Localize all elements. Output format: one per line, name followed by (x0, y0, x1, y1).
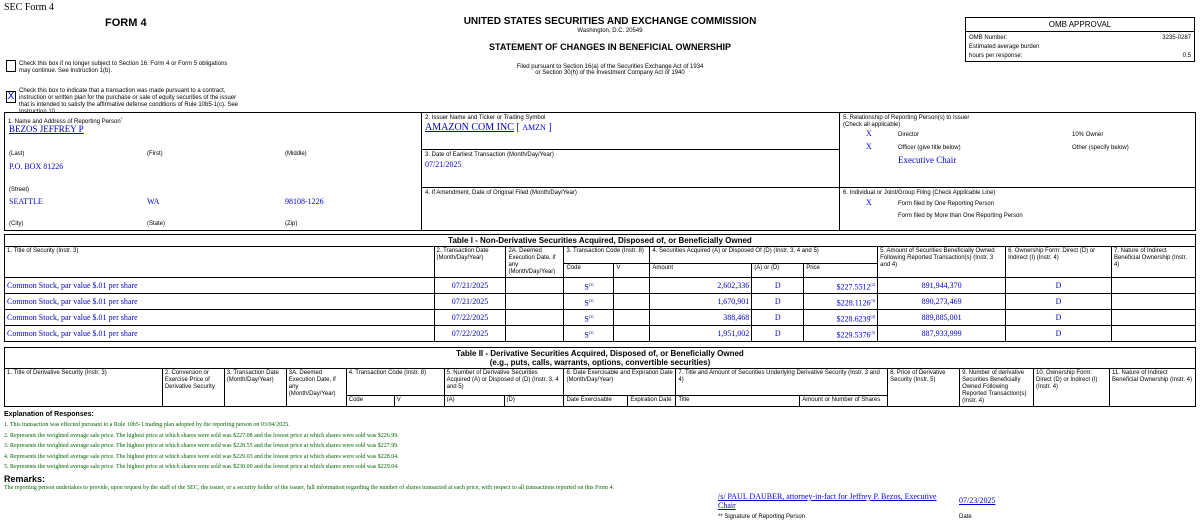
box4-label: 4. If Amendment, Date of Original Filed (Month/Day/Year) (425, 190, 577, 196)
statement-title: STATEMENT OF CHANGES IN BENEFICIAL OWNERSHIP (488, 42, 731, 52)
price-footnote: (4) (870, 313, 876, 319)
t2-h-owned: 9. Number of derivative Securities Beneficially Owned Following Reported Transaction(s) (Instr. 4) (960, 369, 1034, 407)
code-footnote: (1) (588, 329, 594, 335)
table2-title-line1: Table II - Derivative Securities Acquired, Disposed of, or Beneficially Owned (456, 349, 744, 358)
street-label: (Street) (9, 187, 30, 193)
share-amount: 1,951,002 (650, 326, 752, 342)
acquired-disposed: D (752, 278, 804, 294)
share-amount: 1,670,901 (650, 294, 752, 310)
shares-owned: 891,944,370 (878, 278, 1006, 294)
ownership-form: D (1006, 310, 1112, 326)
t1-h-date: 2. Transaction Date (Month/Day/Year) (434, 247, 506, 278)
shares-owned: 890,273,469 (878, 294, 1006, 310)
t2-sub-title: Title (676, 395, 800, 406)
footnote-5: 5. Represents the weighted average sale price. The highest price at which shares were sold was $230.00 and the lowest price at which shares were sold was $229.04. (4, 464, 399, 470)
ticker-symbol: AMZN (522, 123, 546, 132)
footnote-4: 4. Represents the weighted average sale price. The highest price at which shares were sold was $229.03 and the lowest price at which shares were sold was $228.04. (4, 453, 399, 460)
t1-h-code: 3. Transaction Code (Instr. 8) (564, 247, 650, 264)
table-row (5, 278, 1196, 294)
t1-h-acquired: 4. Securities Acquired (A) or Disposed Of (D) (Instr. 3, 4 and 5) (650, 247, 878, 264)
code-v (614, 310, 650, 326)
t2-sub-d: (D) (504, 395, 564, 406)
issuer-name: AMAZON COM INC [ AMZN ] (425, 122, 552, 133)
shares-owned: 889,885,001 (878, 310, 1006, 326)
share-price: $228.6239$^{(4)}$ (804, 310, 878, 326)
deemed-date (506, 326, 564, 342)
one-person-label: Form filed by One Reporting Person (898, 201, 995, 207)
t2-sub-a: (A) (444, 395, 504, 406)
first-label: (First) (147, 151, 163, 157)
box3-earliest-date (421, 149, 840, 188)
omb-title: OMB APPROVAL (966, 18, 1194, 32)
acquired-disposed: D (752, 310, 804, 326)
t2-sub-v: V (394, 395, 444, 406)
zip-label: (Zip) (285, 221, 298, 227)
t2-sub-amount: Amount or Number of Shares (800, 395, 888, 406)
transaction-date: 07/22/2025 (434, 310, 506, 326)
transaction-code: $S^{(1)}$ (564, 278, 614, 294)
security-title: Common Stock, par value $.01 per share (5, 278, 435, 294)
signature-label: ** Signature of Reporting Person (718, 514, 806, 520)
box5-relationship (839, 112, 1196, 188)
code-v (614, 294, 650, 310)
last-label: (Last) (9, 151, 25, 157)
earliest-transaction-date: 07/21/2025 (425, 160, 462, 169)
footnotes (4, 420, 1004, 473)
t1-h-form: 6. Ownership Form: Direct (D) or Indirect (I) (Instr. 4) (1006, 247, 1112, 278)
shares-owned: 887,933,999 (878, 326, 1006, 342)
t2-h-number: 5. Number of Derivative Securities Acquired (A) or Disposed of (D) (Instr. 3, 4 and 5) (444, 369, 564, 396)
code-v (614, 278, 650, 294)
plan-checkbox[interactable] (6, 91, 16, 103)
box1-reporting-person (4, 112, 422, 231)
code-footnote: (1) (588, 297, 594, 303)
security-title: Common Stock, par value $.01 per share (5, 310, 435, 326)
t2-h-form: 10. Ownership Form: Direct (D) or Indirect (I) (Instr. 4) (1034, 369, 1110, 407)
multi-person-label: Form filed by More than One Reporting Person (898, 213, 1023, 219)
filed-line-1: Filed pursuant to Section 16(a) of the Securities Exchange Act of 1934 (516, 64, 704, 70)
ten-percent-owner-label: 10% Owner (1072, 132, 1104, 138)
remarks-heading: Remarks: (4, 473, 46, 484)
burden-hours: 0.5 (1182, 53, 1191, 59)
box2-label: 2. Issuer Name and Ticker or Trading Symbol (425, 115, 546, 121)
box6-filing (839, 187, 1196, 231)
burden-label-2: hours per response: (969, 53, 1023, 59)
transaction-code: $S^{(1)}$ (564, 310, 614, 326)
burden-label-1: Estimated average burden (969, 44, 1040, 50)
plan-text: Check this box to indicate that a transaction was made pursuant to a contract, instruction or written plan for the purchase or sale of equity securities of the issuer that is intended to satisfy the affirmative defense conditions of Rule 10b5-1(c). See Instruction 10. (19, 88, 239, 115)
t1-h-title: 1. Title of Security (Instr. 3) (5, 247, 435, 278)
t1-sub-price: Price (804, 263, 878, 277)
agency-name: UNITED STATES SECURITIES AND EXCHANGE COMMISSION (463, 16, 757, 27)
code-v (614, 326, 650, 342)
t2-h-exercisable: 6. Date Exercisable and Expiration Date (Month/Day/Year) (564, 369, 676, 396)
omb-number: 3235-0287 (1162, 35, 1191, 41)
address-state: WA (147, 197, 160, 206)
reporting-person-name[interactable]: BEZOS JEFFREY P (9, 124, 84, 134)
director-mark: X (866, 129, 872, 138)
deemed-date (506, 294, 564, 310)
ownership-form: D (1006, 326, 1112, 342)
security-title: Common Stock, par value $.01 per share (5, 294, 435, 310)
price-footnote: (3) (870, 297, 876, 303)
agency-header (400, 16, 820, 76)
table1-title: Table I - Non-Derivative Securities Acquired, Disposed of, or Beneficially Owned (5, 235, 1196, 247)
box2-issuer (421, 112, 840, 150)
transaction-date: 07/21/2025 (434, 294, 506, 310)
ownership-form: D (1006, 278, 1112, 294)
omb-number-label: OMB Number: (969, 35, 1008, 41)
signature-date: 07/23/2025 (959, 496, 996, 505)
t2-h-price: 8. Price of Derivative Security (Instr. 5) (888, 369, 960, 407)
t2-h-code: 4. Transaction Code (Instr. 8) (346, 369, 444, 396)
address-street: P.O. BOX 81226 (9, 162, 64, 171)
box5-sublabel: (Check all applicable) (843, 122, 901, 128)
director-label: Director (898, 132, 920, 138)
nature-ownership (1111, 294, 1195, 310)
t2-sub-expiration: Expiration Date (628, 395, 676, 406)
share-price: $228.1126$^{(3)}$ (804, 294, 878, 310)
middle-label: (Middle) (285, 151, 307, 157)
t1-h-owned: 5. Amount of Securities Beneficially Owned Following Reported Transaction(s) (Instr. 3 and 4) (878, 247, 1006, 278)
document-label: SEC Form 4 (4, 2, 55, 13)
section16-text: Check this box if no longer subject to Section 16. Form 4 or Form 5 obligations may continue. See Instruction 1(b). (19, 61, 228, 74)
explanation-section (4, 411, 1004, 491)
t1-h-nature: 7. Nature of Indirect Beneficial Ownership (Instr. 4) (1111, 247, 1195, 278)
transaction-date: 07/22/2025 (434, 326, 506, 342)
share-price: $229.5376$^{(5)}$ (804, 326, 878, 342)
omb-approval-box (965, 17, 1195, 62)
t2-h-conversion: 2. Conversion or Exercise Price of Derivative Security (162, 369, 224, 407)
t2-sub-code: Code (346, 395, 394, 406)
state-label: (State) (147, 221, 166, 227)
ownership-form: D (1006, 294, 1112, 310)
remarks-text: The reporting person undertakes to provide, upon request by the staff of the SEC, the issuer, or a security holder of the issuer, full information regarding the number of shares transacted at each price, with respect to all transactions reported on this Form 4. (4, 484, 615, 491)
footnote-3: 3. Represents the weighted average sale price. The highest price at which shares were sold was $228.55 and the lowest price at which shares were sold was $227.99. (4, 443, 399, 449)
share-amount: 2,602,336 (650, 278, 752, 294)
share-amount: 388,468 (650, 310, 752, 326)
t1-sub-ad: (A) or (D) (752, 263, 804, 277)
one-person-mark: X (866, 198, 872, 207)
transaction-code: $S^{(1)}$ (564, 326, 614, 342)
code-footnote: (1) (588, 313, 594, 319)
table-row (5, 326, 1196, 342)
date-label: Date (959, 514, 972, 520)
t1-sub-amount: Amount (650, 263, 752, 277)
table1-non-derivative (4, 234, 1196, 342)
nature-ownership (1111, 278, 1195, 294)
address-city: SEATTLE (9, 197, 43, 206)
t2-sub-exercisable: Date Exercisable (564, 395, 628, 406)
box1-label: 1. Name and Address of Reporting Person* (8, 116, 123, 125)
issuer-link[interactable]: AMAZON COM INC (425, 122, 514, 133)
signature-line-2: Chair (718, 501, 736, 510)
transaction-code: $S^{(1)}$ (564, 294, 614, 310)
section16-checkbox[interactable] (6, 60, 16, 72)
nature-ownership (1111, 326, 1195, 342)
deemed-date (506, 278, 564, 294)
t2-h-underlying: 7. Title and Amount of Securities Underlying Derivative Security (Instr. 3 and 4) (676, 369, 888, 396)
box5-label: 5. Relationship of Reporting Person(s) to Issuer (843, 115, 970, 121)
deemed-date (506, 310, 564, 326)
security-title: Common Stock, par value $.01 per share (5, 326, 435, 342)
table2-title (5, 348, 1196, 369)
filed-line-2: or Section 30(h) of the Investment Company Act of 1940 (535, 70, 685, 76)
price-footnote: (2) (870, 281, 876, 287)
box6-label: 6. Individual or Joint/Group Filing (Check Applicable Line) (843, 190, 996, 196)
other-label: Other (specify below) (1072, 145, 1129, 151)
form-title: FORM 4 (105, 17, 147, 29)
table2-title-line2: (e.g., puts, calls, warrants, options, convertible securities) (489, 358, 711, 367)
t1-sub-v: V (614, 263, 650, 277)
box4-amendment (421, 187, 840, 231)
acquired-disposed: D (752, 294, 804, 310)
explanation-heading: Explanation of Responses: (4, 411, 94, 418)
t1-h-deemed: 2A. Deemed Execution Date, if any (Month/Day/Year) (506, 247, 564, 278)
t2-h-nature: 11. Nature of Indirect Beneficial Ownership (Instr. 4) (1109, 369, 1195, 407)
transaction-date: 07/21/2025 (434, 278, 506, 294)
t2-h-deemed: 3A. Deemed Execution Date, if any (Month/Day/Year) (286, 369, 346, 407)
agency-city: Washington, D.C. 20549 (577, 28, 643, 34)
plan-checkbox-mark: X (7, 91, 15, 102)
footnote-1: 1. This transaction was effected pursuant to a Rule 10b5-1 trading plan adopted by the reporting person on 03/04/2025. (4, 422, 290, 428)
officer-mark: X (866, 142, 872, 151)
table2-derivative (4, 347, 1196, 407)
box3-label: 3. Date of Earliest Transaction (Month/Day/Year) (425, 152, 554, 158)
officer-title: Executive Chair (898, 155, 957, 165)
acquired-disposed: D (752, 326, 804, 342)
address-zip: 98108-1226 (285, 197, 324, 206)
nature-ownership (1111, 310, 1195, 326)
t1-sub-code: Code (564, 263, 614, 277)
signature-line-1: /s/ PAUL DAUBER, attorney-in-fact for Jeffrey P. Bezos, Executive (718, 492, 937, 501)
signature[interactable] (718, 492, 937, 510)
price-footnote: (5) (870, 329, 876, 335)
t2-h-title: 1. Title of Derivative Security (Instr. 3) (5, 369, 163, 407)
table-row (5, 294, 1196, 310)
footnote-2: 2. Represents the weighted average sale price. The highest price at which shares were sold was $227.08 and the lowest price at which shares were sold was $226.99. (4, 432, 399, 439)
city-label: (City) (9, 221, 24, 227)
table-row (5, 310, 1196, 326)
share-price: $227.5512$^{(2)}$ (804, 278, 878, 294)
t2-h-date: 3. Transaction Date (Month/Day/Year) (224, 369, 286, 407)
officer-label: Officer (give title below) (898, 145, 961, 151)
code-footnote: (1) (588, 281, 594, 287)
